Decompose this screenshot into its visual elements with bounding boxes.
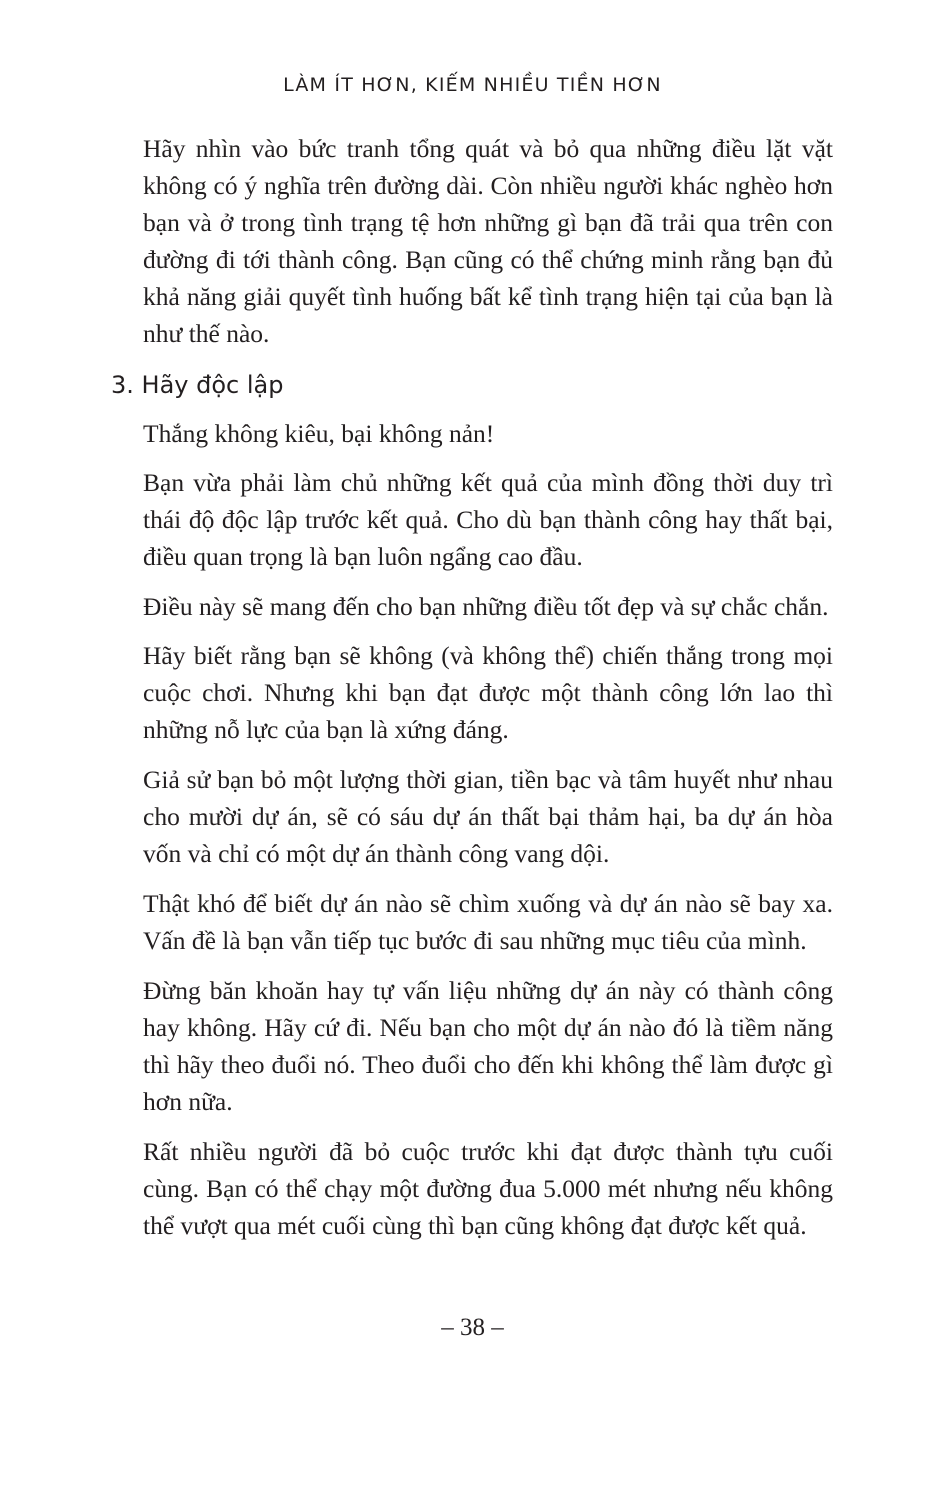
paragraph: Điều này sẽ mang đến cho bạn những điều tốt đẹp và sự chắc chắn. <box>143 592 829 621</box>
intro-paragraph: Hãy nhìn vào bức tranh tổng quát và bỏ qua những điều lặt vặt không có ý nghĩa trên đường dài. Còn nhiều người khác nghèo hơn bạn và ở trong tình trạng tệ hơn những gì bạn đã trải qua trên con đường đi tới thành công. Bạn cũng có thể chứng minh rằng bạn đủ khả năng giải quyết tình huống bất kể tình trạng hiện tại của bạn là như thế nào. <box>143 134 833 348</box>
running-header: LÀM ÍT HƠN, KIẾM NHIỀU TIỀN HƠN <box>283 74 662 96</box>
paragraph: Bạn vừa phải làm chủ những kết quả của mình đồng thời duy trì thái độ độc lập trước kết quả. Cho dù bạn thành công hay thất bại, điều quan trọng là bạn luôn ngẩng cao đầu. <box>143 468 833 571</box>
page-number: – 38 – <box>441 1314 504 1341</box>
paragraph: Giả sử bạn bỏ một lượng thời gian, tiền bạc và tâm huyết như nhau cho mười dự án, sẽ có sáu dự án thất bại thảm hại, ba dự án hòa vốn và chỉ có một dự án thành công vang dội. <box>143 765 833 868</box>
paragraph: Hãy biết rằng bạn sẽ không (và không thể) chiến thắng trong mọi cuộc chơi. Nhưng khi bạn đạt được một thành công lớn lao thì những nỗ lực của bạn là xứng đáng. <box>143 641 833 744</box>
page-body <box>111 130 833 1257</box>
paragraph-motto: Thắng không kiêu, bại không nản! <box>143 419 495 448</box>
paragraph: Đừng băn khoăn hay tự vấn liệu những dự án này có thành công hay không. Hãy cứ đi. Nếu bạn cho một dự án nào đó là tiềm năng thì hãy theo đuổi nó. Theo đuổi cho đến khi không thể làm được gì hơn nữa. <box>143 976 833 1116</box>
paragraph: Thật khó để biết dự án nào sẽ chìm xuống và dự án nào sẽ bay xa. Vấn đề là bạn vẫn tiếp tục bước đi sau những mục tiêu của mình. <box>143 889 833 955</box>
section-heading: 3. Hãy độc lập <box>111 371 284 399</box>
paragraph: Rất nhiều người đã bỏ cuộc trước khi đạt được thành tựu cuối cùng. Bạn có thể chạy một đường đua 5.000 mét nhưng nếu không thể vượt qua mét cuối cùng thì bạn cũng không đạt được kết quả. <box>143 1137 833 1240</box>
